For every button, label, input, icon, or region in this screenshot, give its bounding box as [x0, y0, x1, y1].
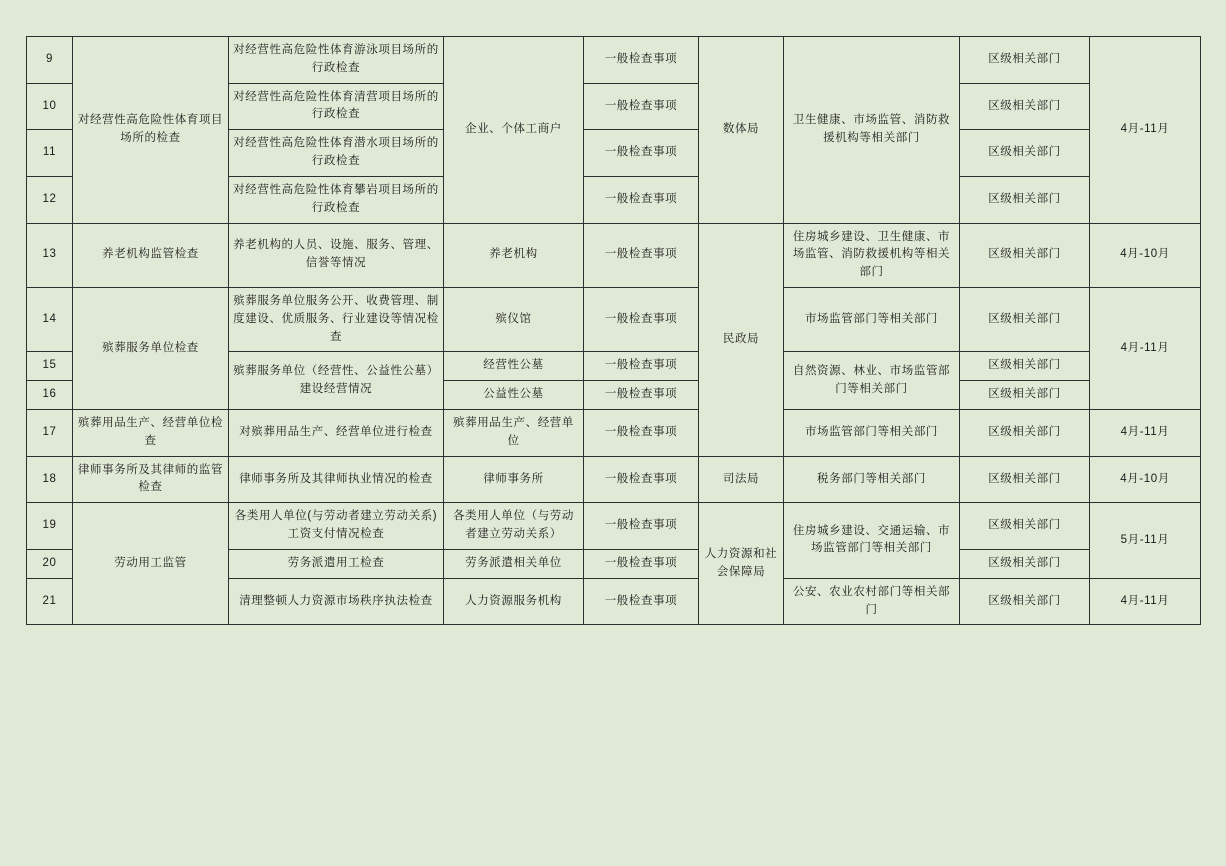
- cell-cooperate: 自然资源、林业、市场监管部门等相关部门: [784, 352, 960, 410]
- table-row: [27, 503, 1201, 550]
- cell-object: 养老机构: [444, 223, 584, 287]
- cell-level: 区级相关部门: [960, 381, 1090, 410]
- cell-nature: 一般检查事项: [584, 37, 699, 84]
- cell-category: 养老机构监管检查: [73, 223, 229, 287]
- cell-cooperate: 卫生健康、市场监管、消防救援机构等相关部门: [784, 37, 960, 224]
- cell-item: 律师事务所及其律师执业情况的检查: [229, 456, 444, 503]
- cell-nature: 一般检查事项: [584, 381, 699, 410]
- cell-item: 养老机构的人员、设施、服务、管理、信誉等情况: [229, 223, 444, 287]
- cell-category: 对经营性高危险性体育项目场所的检查: [73, 37, 229, 224]
- table-row: [27, 37, 1201, 84]
- cell-nature: 一般检查事项: [584, 287, 699, 351]
- cell-num: 15: [27, 352, 73, 381]
- cell-time: 4月-10月: [1090, 223, 1201, 287]
- cell-num: 20: [27, 549, 73, 578]
- cell-category: 劳动用工监管: [73, 503, 229, 625]
- cell-time: 4月-11月: [1090, 37, 1201, 224]
- cell-level: 区级相关部门: [960, 223, 1090, 287]
- cell-num: 19: [27, 503, 73, 550]
- cell-cooperate: 住房城乡建设、卫生健康、市场监管、消防救援机构等相关部门: [784, 223, 960, 287]
- cell-item: 对经营性高危险性体育潜水项目场所的行政检查: [229, 130, 444, 177]
- cell-item: 各类用人单位(与劳动者建立劳动关系)工资支付情况检查: [229, 503, 444, 550]
- cell-nature: 一般检查事项: [584, 578, 699, 625]
- cell-item: 清理整顿人力资源市场秩序执法检查: [229, 578, 444, 625]
- cell-num: 13: [27, 223, 73, 287]
- cell-cooperate: 住房城乡建设、交通运输、市场监管部门等相关部门: [784, 503, 960, 578]
- cell-level: 区级相关部门: [960, 352, 1090, 381]
- table-row: [27, 287, 1201, 351]
- cell-cooperate: 市场监管部门等相关部门: [784, 287, 960, 351]
- cell-item: 对经营性高危险性体育清营项目场所的行政检查: [229, 83, 444, 130]
- cell-nature: 一般检查事项: [584, 223, 699, 287]
- cell-lead: 数体局: [699, 37, 784, 224]
- cell-num: 14: [27, 287, 73, 351]
- cell-object: 殡葬用品生产、经营单位: [444, 410, 584, 457]
- cell-item: 殡葬服务单位服务公开、收费管理、制度建设、优质服务、行业建设等情况检查: [229, 287, 444, 351]
- cell-nature: 一般检查事项: [584, 410, 699, 457]
- cell-object: 公益性公墓: [444, 381, 584, 410]
- cell-object: 企业、个体工商户: [444, 37, 584, 224]
- cell-lead: 民政局: [699, 223, 784, 456]
- cell-time: 5月-11月: [1090, 503, 1201, 578]
- cell-item: 对经营性高危险性体育攀岩项目场所的行政检查: [229, 176, 444, 223]
- cell-level: 区级相关部门: [960, 578, 1090, 625]
- table-row: [27, 223, 1201, 287]
- cell-category: 律师事务所及其律师的监管检查: [73, 456, 229, 503]
- cell-level: 区级相关部门: [960, 549, 1090, 578]
- cell-nature: 一般检查事项: [584, 130, 699, 177]
- cell-time: 4月-10月: [1090, 456, 1201, 503]
- cell-object: 律师事务所: [444, 456, 584, 503]
- cell-num: 16: [27, 381, 73, 410]
- cell-nature: 一般检查事项: [584, 549, 699, 578]
- cell-lead: 人力资源和社会保障局: [699, 503, 784, 625]
- cell-level: 区级相关部门: [960, 456, 1090, 503]
- cell-num: 21: [27, 578, 73, 625]
- cell-nature: 一般检查事项: [584, 456, 699, 503]
- cell-category: 殡葬服务单位检查: [73, 287, 229, 409]
- cell-level: 区级相关部门: [960, 503, 1090, 550]
- cell-num: 18: [27, 456, 73, 503]
- cell-object: 各类用人单位（与劳动者建立劳动关系）: [444, 503, 584, 550]
- cell-level: 区级相关部门: [960, 37, 1090, 84]
- cell-nature: 一般检查事项: [584, 83, 699, 130]
- cell-time: 4月-11月: [1090, 578, 1201, 625]
- cell-num: 10: [27, 83, 73, 130]
- cell-num: 12: [27, 176, 73, 223]
- cell-nature: 一般检查事项: [584, 176, 699, 223]
- cell-level: 区级相关部门: [960, 410, 1090, 457]
- cell-cooperate: 税务部门等相关部门: [784, 456, 960, 503]
- cell-object: 殡仪馆: [444, 287, 584, 351]
- cell-cooperate: 市场监管部门等相关部门: [784, 410, 960, 457]
- cell-level: 区级相关部门: [960, 176, 1090, 223]
- cell-num: 11: [27, 130, 73, 177]
- cell-time: 4月-11月: [1090, 410, 1201, 457]
- cell-num: 9: [27, 37, 73, 84]
- cell-nature: 一般检查事项: [584, 352, 699, 381]
- inspection-schedule-table: [26, 36, 1201, 625]
- cell-time: 4月-11月: [1090, 287, 1201, 409]
- cell-nature: 一般检查事项: [584, 503, 699, 550]
- cell-item: 殡葬服务单位（经营性、公益性公墓）建设经营情况: [229, 352, 444, 410]
- cell-level: 区级相关部门: [960, 130, 1090, 177]
- cell-item: 对经营性高危险性体育游泳项目场所的行政检查: [229, 37, 444, 84]
- cell-item: 劳务派遣用工检查: [229, 549, 444, 578]
- cell-cooperate: 公安、农业农村部门等相关部门: [784, 578, 960, 625]
- table-row: [27, 456, 1201, 503]
- cell-object: 人力资源服务机构: [444, 578, 584, 625]
- cell-object: 经营性公墓: [444, 352, 584, 381]
- cell-num: 17: [27, 410, 73, 457]
- cell-level: 区级相关部门: [960, 83, 1090, 130]
- cell-level: 区级相关部门: [960, 287, 1090, 351]
- table-row: [27, 410, 1201, 457]
- cell-item: 对殡葬用品生产、经营单位进行检查: [229, 410, 444, 457]
- cell-lead: 司法局: [699, 456, 784, 503]
- cell-object: 劳务派遣相关单位: [444, 549, 584, 578]
- cell-category: 殡葬用品生产、经营单位检查: [73, 410, 229, 457]
